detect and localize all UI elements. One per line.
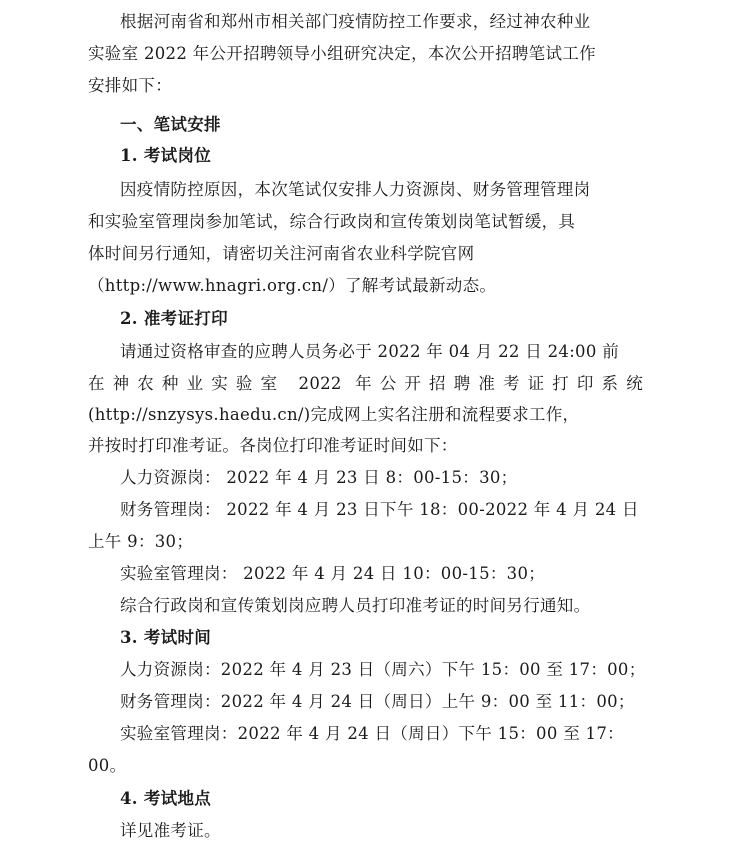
heading-exam-location: 4. 考试地点: [120, 789, 212, 808]
ticket-finance-time-cont: 上午 9：30；: [88, 532, 194, 551]
intro-line-3: 安排如下：: [88, 76, 172, 95]
exam-time-finance: 财务管理岗：2022 年 4 月 24 日（周日）上午 9：00 至 11：00；: [120, 692, 635, 711]
exam-time-hr: 人力资源岗：2022 年 4 月 23 日（周六）下午 15：00 至 17：00；: [120, 660, 646, 679]
exam-time-lab-cont: 00。: [88, 756, 127, 775]
positions-line-1: 因疫情防控原因，本次笔试仅安排人力资源岗、财务管理管理岗: [120, 180, 591, 199]
ticket-hr-time: 人力资源岗： 2022 年 4 月 23 日 8：00-15：30；: [120, 468, 518, 487]
positions-line-3: 体时间另行通知，请密切关注河南省农业科学院官网: [88, 244, 475, 263]
section-heading-exam-arrangement: 一、笔试安排: [120, 115, 221, 134]
heading-exam-positions: 1. 考试岗位: [120, 146, 212, 165]
intro-line-1: 根据河南省和郑州市相关部门疫情防控工作要求，经过神农种业: [120, 12, 591, 31]
ticket-other-note: 综合行政岗和宣传策划岗应聘人员打印准考证的时间另行通知。: [120, 596, 591, 615]
ticket-line-3: (http://snzysys.haedu.cn/)完成网上实名注册和流程要求工作，: [88, 405, 580, 424]
exam-time-lab: 实验室管理岗：2022 年 4 月 24 日（周日）下午 15：00 至 17：: [120, 724, 624, 743]
ticket-line-4: 并按时打印准考证。各岗位打印准考证时间如下：: [88, 436, 458, 455]
exam-location-text: 详见准考证。: [120, 821, 221, 840]
heading-admission-ticket: 2. 准考证打印: [120, 309, 228, 328]
intro-line-2: 实验室 2022 年公开招聘领导小组研究决定，本次公开招聘笔试工作: [88, 44, 596, 63]
ticket-line-1: 请通过资格审查的应聘人员务必于 2022 年 04 月 22 日 24:00 前: [120, 342, 619, 361]
positions-line-4: （http://www.hnagri.org.cn/）了解考试最新动态。: [88, 276, 497, 295]
ticket-finance-time: 财务管理岗： 2022 年 4 月 23 日下午 18：00-2022 年 4 月 24 日: [120, 500, 639, 519]
heading-exam-time: 3. 考试时间: [120, 628, 212, 647]
ticket-line-2: 在神农种业实验室 2022 年公开招聘准考证打印系统: [88, 374, 643, 393]
ticket-lab-time: 实验室管理岗： 2022 年 4 月 24 日 10：00-15：30；: [120, 564, 546, 583]
positions-line-2: 和实验室管理岗参加笔试，综合行政岗和宣传策划岗笔试暂缓，具: [88, 212, 576, 231]
